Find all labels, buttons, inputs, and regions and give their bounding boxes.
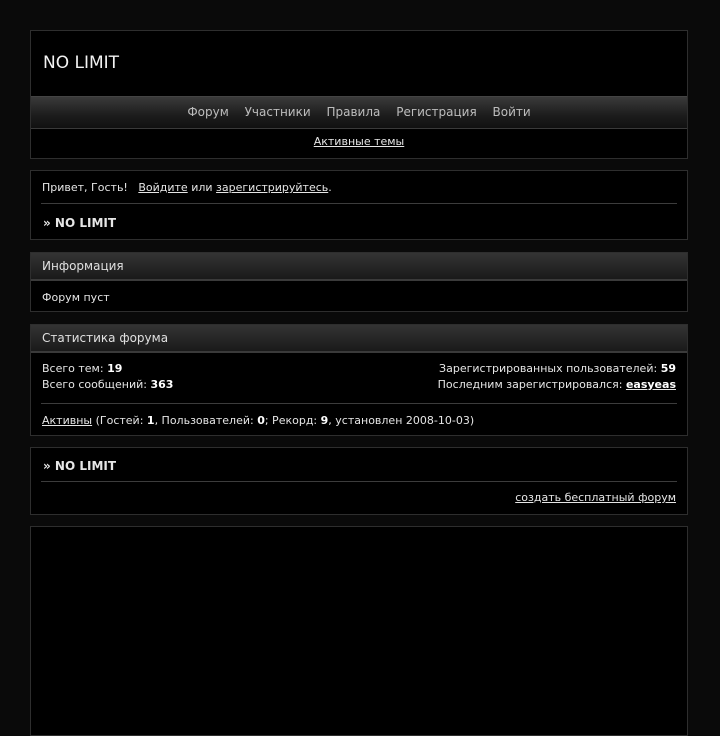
divider [41,481,677,482]
create-forum-link[interactable]: создать бесплатный форум [515,491,676,504]
members-label: , Пользователей: [154,414,254,427]
active-link[interactable]: Активны [42,414,93,427]
divider [41,203,677,204]
greeting-text: Привет, Гость! [42,181,128,194]
topics-count [42,362,122,375]
posts-count [42,378,173,391]
or-text: или [191,181,213,194]
greeting-line [42,181,332,194]
topics-label: Всего тем: [42,362,104,375]
active-topics-link[interactable]: Активные темы [313,135,405,148]
period-text: . [328,181,332,194]
empty-content-box [30,526,688,736]
guests-value: 1 [146,414,155,427]
welcome-box [30,170,688,240]
navbar [31,96,687,129]
nav-forum[interactable]: Форум [187,105,229,119]
stats-title: Статистика форума [31,325,687,353]
login-link[interactable]: Войдите [138,181,188,194]
stats-panel [30,324,688,436]
breadcrumb[interactable]: » NO LIMIT [43,216,117,230]
info-title: Информация [31,253,687,281]
nav-register[interactable]: Регистрация [396,105,477,119]
last-user-name: easyeas [625,378,676,391]
last-label: Последним зарегистрировался: [437,378,623,391]
info-panel [30,252,688,312]
register-link[interactable]: зарегистрируйтесь [216,181,329,194]
record-value: 9 [320,414,329,427]
info-text: Форум пуст [42,291,110,304]
record-date: , установлен 2008-10-03) [328,414,475,427]
users-value: 59 [660,362,676,375]
last-registered [438,378,676,391]
active-topics-bar [31,135,687,148]
posts-label: Всего сообщений: [42,378,147,391]
nav-login[interactable]: Войти [492,105,531,119]
site-title: NO LIMIT [43,53,120,73]
nav-rules[interactable]: Правила [326,105,381,119]
users-count [439,362,676,375]
last-user-link[interactable] [626,378,676,391]
nav-members[interactable]: Участники [244,105,311,119]
posts-value: 363 [150,378,174,391]
active-users-line [42,414,474,427]
footer-box [30,447,688,515]
members-value: 0 [257,414,265,427]
users-label: Зарегистрированных пользователей: [439,362,658,375]
guests-label: (Гостей: [95,414,144,427]
record-label: ; Рекорд: [264,414,318,427]
topics-value: 19 [107,362,123,375]
forum-header [30,30,688,159]
footer-breadcrumb[interactable]: » NO LIMIT [43,459,117,473]
divider [41,403,677,404]
